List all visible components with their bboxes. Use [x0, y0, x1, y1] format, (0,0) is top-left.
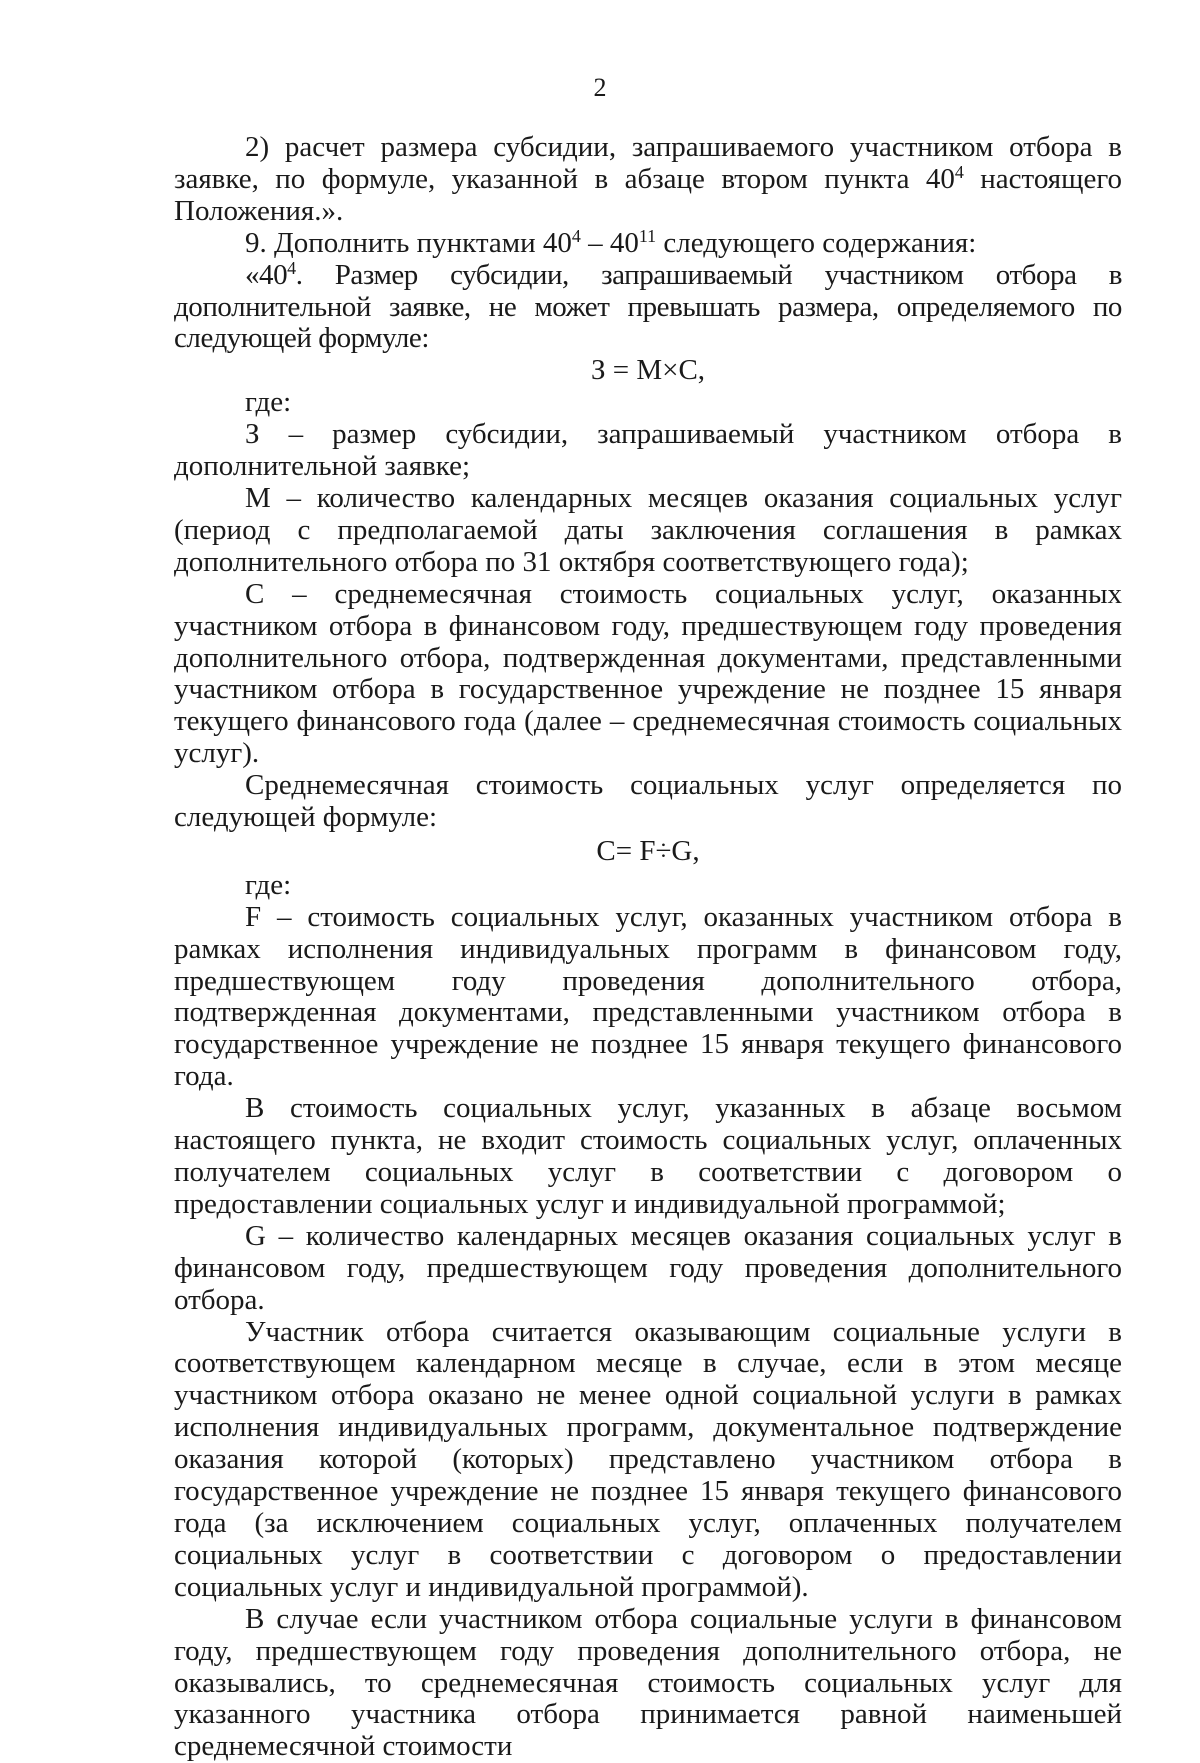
- paragraph-text: «40: [245, 258, 288, 291]
- superscript: 4: [571, 225, 581, 246]
- paragraph-40-4: [174, 257, 1122, 356]
- definition-f: F – стоимость социальных услуг, оказанных участником отбора в рамках исполнения индивидуальных программ в финансовом году, предшествующем году проведения дополнительного отбора, подтвержденная документами, представленными участником отбора в государственное учреждение не позднее 15 января текущего финансового года.: [174, 900, 1122, 1093]
- paragraph-avg-cost: Среднемесячная стоимость социальных услуг определяется по следующей формуле:: [174, 769, 1122, 834]
- paragraph-calc-item-2: [174, 132, 1122, 228]
- paragraph-participant: Участник отбора считается оказывающим социальные услуги в соответствующем календарном месяце в случае, если в этом месяце участником отбора оказано не менее одной социальной услуги в рамках исполнения индивидуальных программ, документальное подтверждение оказания которой (которых) представлено участником отбора в государственное учреждение не позднее 15 января текущего финансового года (за исключением социальных услуг, оплаченных получателем социальных услуг в соответствии с договором о предоставлении социальных услуг и индивидуальной программой).: [174, 1315, 1122, 1603]
- paragraph-text: настоящего Положения.».: [174, 162, 1122, 227]
- superscript: 4: [954, 162, 964, 183]
- formula-avg-cost: С= F÷G,: [596, 834, 700, 867]
- definition-m: М – количество календарных месяцев оказания социальных услуг (период с предполагаемой даты заключения соглашения в рамках дополнительного отбора по 31 октября соответствующего года);: [174, 481, 1122, 578]
- paragraph-amend-9: [174, 225, 1122, 260]
- superscript: 4: [287, 257, 296, 278]
- where-label: где:: [245, 386, 292, 419]
- definition-c: С – среднемесячная стоимость социальных услуг, оказанных участником отбора в финансовом году, предшествующем году проведения дополнительного отбора, подтвержденная документами, представленными участником отбора в государственное учреждение не позднее 15 января текущего финансового года (далее – среднемесячная стоимость социальных услуг).: [174, 577, 1122, 770]
- paragraph-text: следующего содержания:: [656, 226, 977, 259]
- paragraph-no-services-case: В случае если участником отбора социальные услуги в финансовом году, предшествующем году проведения дополнительного отбора, не оказывались, то среднемесячная стоимость социальных услуг для указанного участника отбора принимается равной наименьшей среднемесячной стоимости: [174, 1602, 1122, 1763]
- superscript: 11: [638, 225, 657, 246]
- definition-g: G – количество календарных месяцев оказания социальных услуг в финансовом году, предшествующем году проведения дополнительного отбора.: [174, 1219, 1122, 1316]
- paragraph-text: 2) расчет размера субсидии, запрашиваемого участником отбора в заявке, по формуле, указанной в абзаце втором пункта 40: [174, 131, 1122, 195]
- formula-subsidy: З = М×С,: [590, 354, 706, 387]
- paragraph-cost-exclusion: В стоимость социальных услуг, указанных в абзаце восьмом настоящего пункта, не входит стоимость социальных услуг, оплаченных получателем социальных услуг в соответствии с договором о предоставлении социальных услуг и индивидуальной программой;: [174, 1092, 1122, 1220]
- paragraph-text: 9. Дополнить пунктами 40: [245, 226, 572, 259]
- page-number: 2: [593, 73, 607, 102]
- definition-z: З – размер субсидии, запрашиваемый участником отбора в дополнительной заявке;: [174, 418, 1122, 483]
- paragraph-text: . Размер субсидии, запрашиваемый участником отбора в дополнительной заявке, не может превышать размера, определяемого по следующей формуле:: [174, 258, 1122, 355]
- document-body: [174, 132, 1122, 1763]
- where-label: где:: [245, 868, 292, 901]
- paragraph-text: – 40: [580, 226, 639, 259]
